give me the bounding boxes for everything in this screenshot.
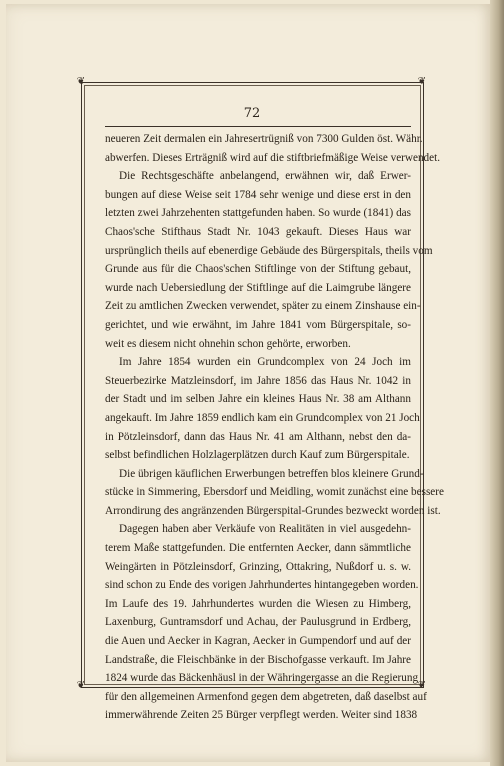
text-line: Im Jahre 1854 wurden ein Grundcomplex von 24 Joch im xyxy=(119,356,411,369)
text-line: der Stadt und im selben Jahre ein kleines Haus Nr. 38 am Althann xyxy=(105,393,411,406)
text-line: Im Laufe des 19. Jahrhundertes wurden die Wiesen zu Himberg, xyxy=(105,597,411,610)
text-line: Dagegen haben aber Verkäufe von Realitäten in viel ausgedehn- xyxy=(119,523,411,536)
text-line: Grunde aus für die Chaos'schen Stiftlinge von der Stiftung gebaut, xyxy=(105,263,411,276)
text-line: abwerfen. Dieses Erträgniß wird auf die stiftbriefmäßige Weise verwendet. xyxy=(105,151,441,164)
text-line: letzten zwei Jahrzehenten stattgefunden haben. So wurde (1841) das xyxy=(105,207,411,220)
text-line: Die übrigen käuflichen Erwerbungen betreffen blos kleinere Grund- xyxy=(119,467,424,480)
text-line: wurde nach Uebersiedlung der Stiftlinge auf die Laimgrube längere xyxy=(105,281,411,294)
text-line: sind schon zu Ende des vorigen Jahrhundertes hintangegeben worden. xyxy=(105,579,419,592)
text-line: immerwährende Zeiten 25 Bürger verpflegt werden. Weiter sind 1838 xyxy=(105,709,418,722)
text-line: bungen auf diese Weise seit 1784 sehr wenige und diese erst in den xyxy=(105,188,411,201)
text-line: für den allgemeinen Armenfond gegen dem abgetreten, daß daselbst auf xyxy=(105,690,427,703)
text-line: in Pötzleinsdorf, dann das Haus Nr. 41 am Althann, nebst den da- xyxy=(105,430,411,443)
text-line: weit es diesem nicht ohnehin schon gehörte, erworben. xyxy=(105,337,351,350)
text-line: ursprünglich theils auf ebenerdige Gebäude des Bürgerspitals, theils vom xyxy=(105,244,433,257)
text-line: Zeit zu amtlichen Zwecken verwendet, später zu einem Zinshause ein- xyxy=(105,300,421,313)
text-line: Landstraße, die Fleischbänke in der Bischofgasse verkauft. Im Jahre xyxy=(105,653,411,666)
corner-ornament-icon: ❦ xyxy=(76,680,86,691)
page-number: 72 xyxy=(243,106,261,121)
header-rule xyxy=(105,126,411,127)
corner-ornament-icon: ❦ xyxy=(76,76,86,87)
text-line: Arrondirung des angränzenden Bürgerspital-Grundes bezweckt worden ist. xyxy=(105,504,441,517)
text-line: neueren Zeit dermalen ein Jahresertrügniß von 7300 Gulden öst. Währ. xyxy=(105,133,423,145)
text-line: angekauft. Im Jahre 1859 endlich kam ein Grundcomplex von 21 Joch xyxy=(105,411,420,424)
text-line: Chaos'sche Stifthaus Stadt Nr. 1043 gekauft. Dieses Haus war xyxy=(105,225,411,238)
text-line: 1824 wurde das Bäckenhäusl in der Währingergasse an die Regierung xyxy=(105,672,419,685)
text-line: terem Maße stattgefunden. Die entfernten Aecker, dann sämmtliche xyxy=(105,542,411,555)
text-line: die Auen und Aecker in Kagran, Aecker in Gumpendorf und auf der xyxy=(105,635,411,648)
corner-ornament-icon: ❦ xyxy=(417,76,427,87)
text-line: Die Rechtsgeschäfte anbelangend, erwähnen wir, daß Erwer- xyxy=(119,170,411,183)
text-line: Laxenburg, Guntramsdorf und Achau, der Paulusgrund in Erdberg, xyxy=(105,616,411,629)
corner-ornament-icon: ❦ xyxy=(417,680,427,691)
text-line: Steuerbezirke Matzleinsdorf, im Jahre 1856 das Haus Nr. 1042 in xyxy=(105,374,411,387)
text-line: stücke in Simmering, Ebersdorf und Meidling, womit zunächst eine bessere xyxy=(105,486,444,499)
text-line: gerichtet, und wie erwähnt, im Jahre 1841 vom Bürgerspitale, so- xyxy=(105,318,411,331)
text-line: selbst befindlichen Holzlagerplätzen durch Kauf zum Bürgerspitale. xyxy=(105,449,410,462)
text-line: Weingärten in Pötzleinsdorf, Grinzing, Ottakring, Nußdorf u. s. w. xyxy=(105,560,411,573)
body-text xyxy=(105,130,444,725)
